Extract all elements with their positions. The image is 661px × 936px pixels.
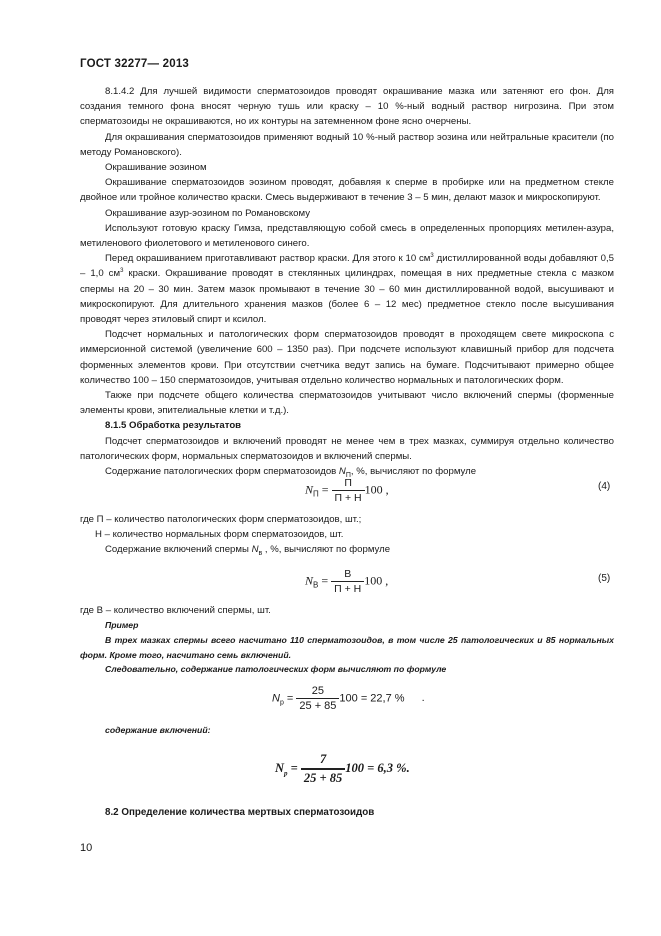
stain-sup-1: 3 — [430, 253, 434, 260]
ex1-denominator: 25 + 85 — [299, 700, 337, 712]
f4-lhs-sub: П — [313, 489, 319, 499]
paragraph-count-smears: Подсчет сперматозоидов и включений проводят не менее чем в трех мазках, суммируя отдельно количество патологических форм, нормальных сперматозоидов и включений спермы. — [80, 435, 614, 462]
example-text: В трех мазках спермы всего насчитано 110 сперматозоидов, в том числе 25 патологических и 85 нормальных форм. Кроме того, насчитано семь включений. — [80, 634, 614, 660]
paragraph-eosin: Окрашивание сперматозоидов эозином проводят, добавляя к сперме в пробирке или на предметном стекле двойное или тройное количество краски. Смесь выдерживают в течение 3 – 5 мин, делают мазок и микроскопируют. — [80, 177, 614, 204]
formula-example-1: $N_р$ = $\frac{25}{25 + 85}$ 100 = 22,7 % . — [272, 685, 425, 712]
where-4-line-1: где П – количество патологических форм сперматозоидов, шт.; — [80, 514, 362, 525]
body-text-block-3 — [80, 603, 614, 618]
f5-numerator: В — [331, 568, 364, 582]
paragraph-8-1-4-2: 8.1.4.2 Для лучшей видимости сперматозоидов проводят окрашивание мазка или затеняют его фон. Для создания темного фона вносят черную тушь или краску – 10 %-ный водный раствор нигрозина. При этом сперматозоиды не окрашиваются, но их контуры на затемненном фоне ясно очерчены. — [80, 86, 614, 128]
f4-intro-tail: , %, вычисляют по формуле — [350, 466, 477, 478]
f4-end: , — [385, 482, 389, 497]
f5-lhs-sub: В — [313, 580, 319, 590]
ex1-result: 100 = 22,7 % — [339, 692, 405, 705]
example-title: Пример — [105, 620, 139, 630]
section-8-2-heading: 8.2 Определение количества мертвых сперматозоидов — [105, 807, 375, 818]
subheading-azur-eosin: Окрашивание азур-эозином по Романовскому — [105, 207, 310, 219]
f5-intro-symbol: N — [251, 544, 259, 556]
stain-sup-2: 3 — [120, 268, 124, 275]
formula-example-2: $N_р$ = $\frac{7}{25 + 85}$ 100 = 6,3 %. — [275, 752, 410, 785]
equation-number-5: (5) — [598, 573, 611, 584]
ex2-numerator: 7 — [301, 752, 345, 770]
inclusions-label: содержание включений: — [105, 725, 211, 735]
paragraph-giemsa: Используют готовую краску Гимза, представляющую собой смесь в определенных пропорциях метилен-азура, метиленового фиолетового и метиленового синего. — [80, 222, 614, 250]
stain-text-c: краски. Окрашивание проводят в стеклянных цилиндрах, помещая в них предметные стекла с мазком спермы на 20 – 30 мин. Затем мазок промывают в течение 30 – 60 мин дистиллированной водой, высушивают и микроскопируют. Для длительного хранения мазков (более 6 – 12 мес) предметное стекло после высушивания проводят через этиловый спирт и ксилол. — [80, 268, 614, 326]
where-4-line-2: Н – количество нормальных форм сперматозоидов, шт. — [95, 529, 344, 541]
example-block — [80, 618, 614, 677]
ex1-lhs: N — [272, 692, 280, 705]
body-text-block-2 — [80, 512, 614, 562]
formula-5: $N_В$ = $\frac{В}{П + Н}$ 100 , — [305, 568, 389, 595]
f4-intro-symbol: N — [338, 466, 346, 478]
formula-5-intro — [80, 542, 614, 561]
ex2-lhs: N — [275, 760, 285, 775]
f4-intro-text: Содержание патологических форм сперматозоидов — [105, 466, 339, 478]
ex1-numerator: 25 — [296, 685, 339, 699]
ex2-denominator: 25 + 85 — [303, 771, 343, 785]
paragraph-stains: Для окрашивания сперматозоидов применяют водный 10 %-ный раствор эозина или нейтральные красители (по методу Романовского). — [80, 131, 614, 158]
subheading-eosin: Окрашивание эозином — [105, 162, 207, 174]
example-text-2: Следовательно, содержание патологических форм вычисляют по формуле — [105, 664, 447, 675]
ex1-fraction — [296, 685, 339, 712]
f4-intro-sub: П — [345, 471, 351, 479]
ex2-lhs-sub: р — [284, 769, 288, 778]
ex1-end: . — [421, 692, 425, 705]
f5-intro-sub: в — [258, 550, 263, 558]
f5-intro-tail: , %, вычисляют по формуле — [262, 544, 391, 556]
ex2-result: 100 = 6,3 % — [345, 760, 407, 775]
f5-end: , — [385, 573, 389, 588]
equation-number-4: (4) — [598, 481, 611, 492]
f5-denominator: П + Н — [334, 583, 362, 595]
f5-intro-text: Содержание включений спермы — [105, 544, 252, 556]
section-8-1-5-heading: 8.1.5 Обработка результатов — [105, 420, 242, 432]
paragraph-counting: Подсчет нормальных и патологических форм сперматозоидов проводят в проходящем свете микроскопа с иммерсионной системой (увеличение 600 – 1350 раз). При подсчете используют клавишный прибор для подсчета форменных элементов крови. При отсутствии счетчика ведут запись на бумаге. Подсчитывают примерно общее количество 100 – 150 сперматозоидов, учитывая отдельно количество нормальных и патологических форм. — [80, 329, 614, 386]
where-5-line: где В – количество включений спермы, шт. — [80, 605, 271, 616]
f4-denominator: П + Н — [334, 492, 362, 504]
document-header: ГОСТ 32277— 2013 — [80, 58, 190, 70]
f4-fraction — [332, 477, 365, 504]
f5-factor: 100 — [364, 573, 383, 588]
paragraph-inclusions: Также при подсчете общего количества сперматозоидов учитывают число включений спермы (форменные элементы крови, эпителиальные клетки и т.д.). — [80, 390, 614, 417]
formula-4: $N_П$ = $\frac{П}{П + Н}$ 100 , — [305, 477, 389, 504]
stain-text-a: Перед окрашиванием приготавливают раствор краски. Для этого к 10 см — [105, 253, 431, 265]
body-text-block-1 — [80, 84, 614, 483]
ex2-fraction — [301, 752, 345, 786]
ex2-end: . — [406, 760, 410, 775]
f5-lhs: N — [305, 573, 314, 588]
ex1-lhs-sub: р — [279, 699, 284, 707]
stain-text-b: дистиллированной воды добавляют 0,5 – 1,0 см — [80, 253, 615, 280]
f4-factor: 100 — [364, 482, 383, 497]
paragraph-stain-prep — [80, 251, 614, 327]
f4-numerator: П — [332, 477, 365, 491]
f5-fraction — [331, 568, 364, 595]
f4-lhs: N — [305, 482, 314, 497]
page-number: 10 — [80, 842, 93, 854]
